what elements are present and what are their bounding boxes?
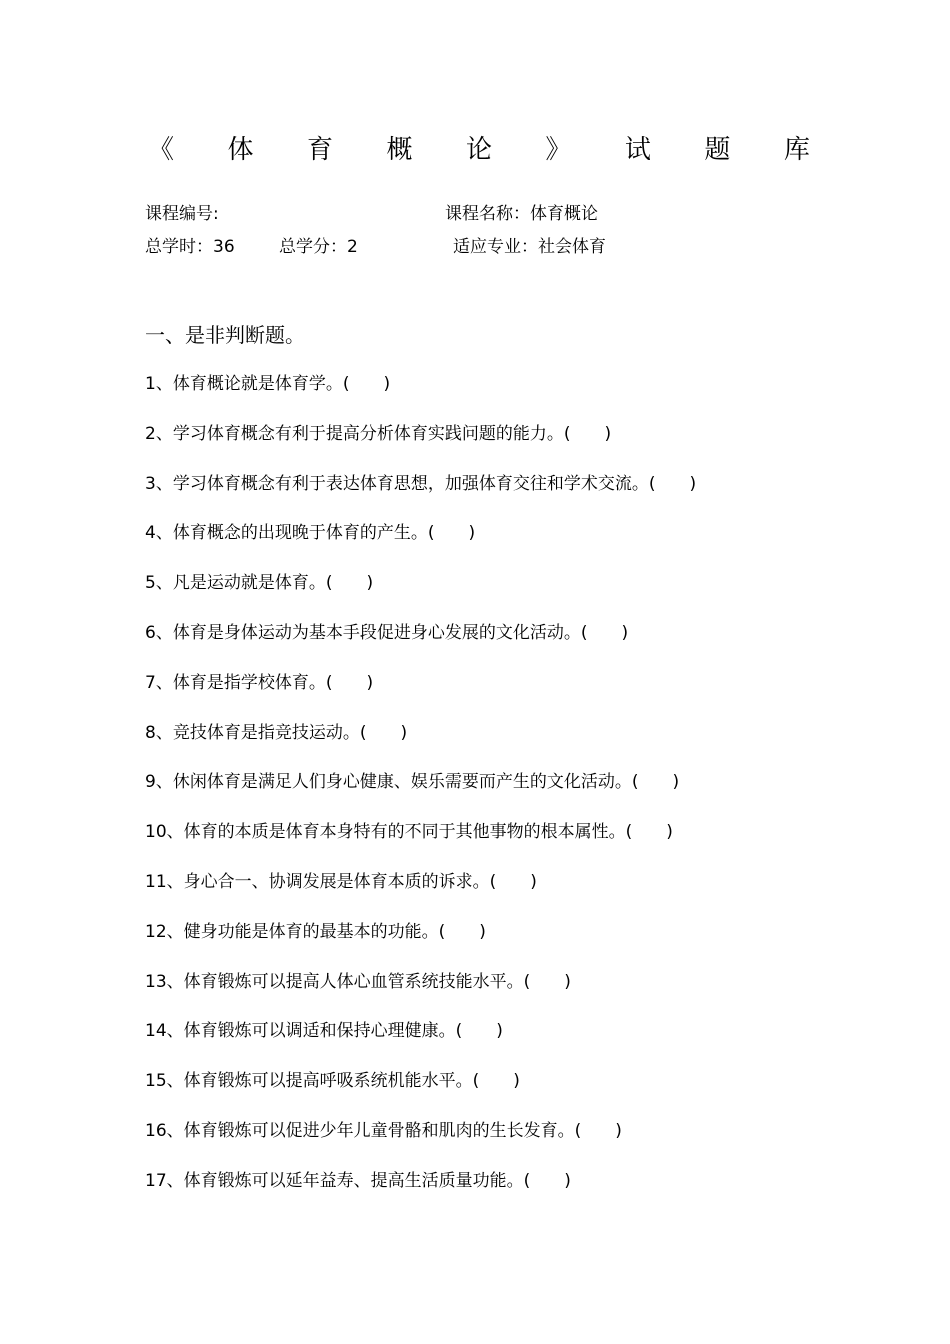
total-hours: 总学时：36 xyxy=(145,237,235,257)
question-item: 7、体育是指学校体育。( ) xyxy=(145,672,374,693)
document-title xyxy=(148,132,810,168)
title-char: 题 xyxy=(704,135,731,165)
question-item: 5、凡是运动就是体育。( ) xyxy=(145,573,374,594)
question-item: 12、健身功能是体育的最基本的功能。( ) xyxy=(145,921,486,942)
question-item: 14、体育锻炼可以调适和保持心理健康。( ) xyxy=(145,1021,503,1042)
question-item: 13、体育锻炼可以提高人体心血管系统技能水平。( ) xyxy=(145,971,571,992)
question-item: 10、体育的本质是体育本身特有的不同于其他事物的根本属性。( ) xyxy=(145,822,673,843)
question-item: 4、体育概念的出现晚于体育的产生。( ) xyxy=(145,523,476,544)
question-list xyxy=(145,370,696,1217)
title-char: 概 xyxy=(386,135,413,165)
question-item: 15、体育锻炼可以提高呼吸系统机能水平。( ) xyxy=(145,1071,520,1092)
question-item: 16、体育锻炼可以促进少年儿童骨骼和肌肉的生长发育。( ) xyxy=(145,1120,622,1141)
question-item: 6、体育是身体运动为基本手段促进身心发展的文化活动。( ) xyxy=(145,622,629,643)
title-char: 》 xyxy=(545,135,572,165)
course-code: 课程编号: xyxy=(145,204,219,224)
title-char: 试 xyxy=(624,135,651,165)
title-char: 育 xyxy=(306,135,333,165)
question-item: 11、身心合一、协调发展是体育本质的诉求。( ) xyxy=(145,871,537,892)
title-char: 论 xyxy=(465,135,492,165)
title-char: 《 xyxy=(148,135,175,165)
title-char: 体 xyxy=(227,135,254,165)
total-credits: 总学分：2 xyxy=(279,237,358,257)
question-item: 9、休闲体育是满足人们身心健康、娱乐需要而产生的文化活动。( ) xyxy=(145,772,680,793)
question-item: 17、体育锻炼可以延年益寿、提高生活质量功能。( ) xyxy=(145,1170,571,1191)
question-item: 2、学习体育概念有利于提高分析体育实践问题的能力。( ) xyxy=(145,423,612,444)
question-item: 8、竞技体育是指竞技运动。( ) xyxy=(145,722,408,743)
course-name: 课程名称：体育概论 xyxy=(445,204,598,224)
question-item: 1、体育概论就是体育学。( ) xyxy=(145,374,391,394)
question-item: 3、学习体育概念有利于表达体育思想，加强体育交往和学术交流。( ) xyxy=(145,473,697,494)
title-char: 库 xyxy=(783,135,810,165)
section-title: 一、是非判断题。 xyxy=(145,323,305,347)
applicable-major: 适应专业：社会体育 xyxy=(453,237,606,257)
